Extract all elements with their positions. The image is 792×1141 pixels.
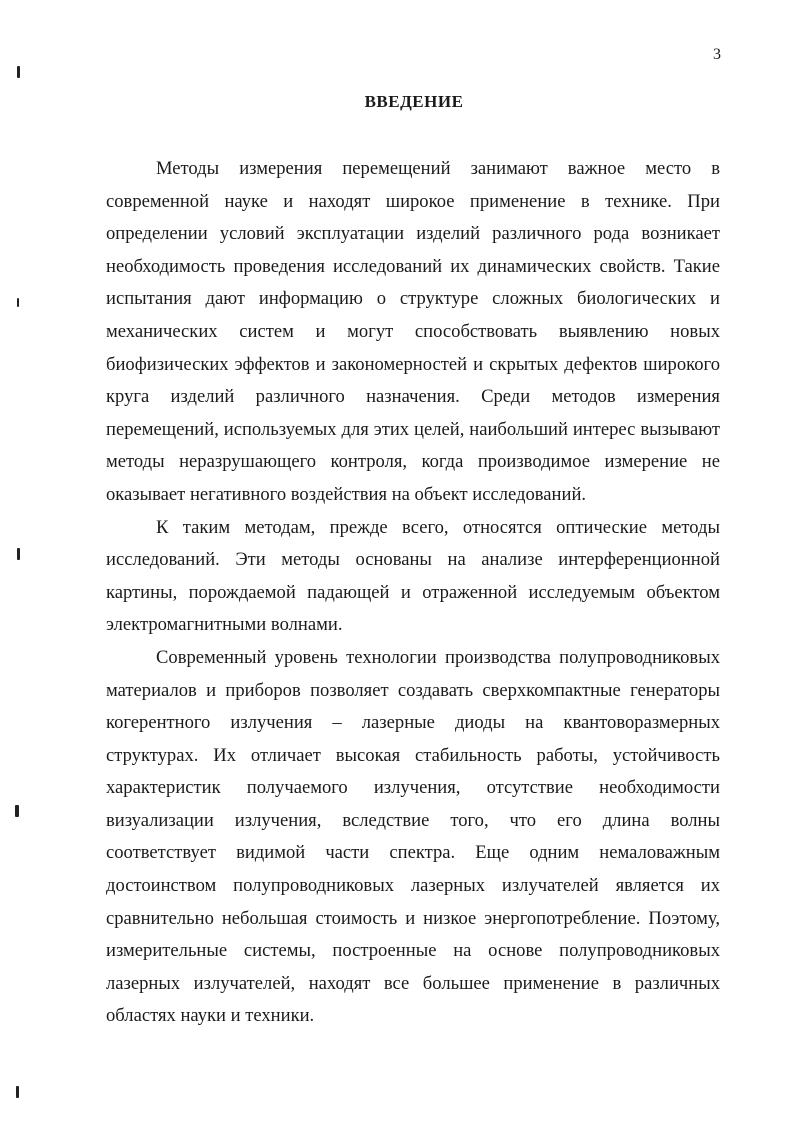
page-title: ВВЕДЕНИЕ (364, 92, 464, 111)
paragraph-1: Методы измерения перемещений занимают важное место в современной науке и находят широкое применение в технике. При определении условий эксплуатации изделий различного рода возникает необходимость проведения исследований их динамических свойств. Такие испытания дают информацию о структуре сложных биологических и механических систем и могут способствовать выявлению новых биофизических эффектов и закономерностей и скрытых дефектов широкого круга изделий различного назначения. Среди методов измерения перемещений, используемых для этих целей, наибольший интерес вызывают методы неразрушающего контроля, когда производимое измерение не оказывает негативного воздействия на объект исследований. (106, 158, 720, 505)
paragraph-3: Современный уровень технологии производства полупроводниковых материалов и приборов позволяет создавать сверхкомпактные генераторы когерентного излучения – лазерные диоды на квантоворазмерных структурах. Их отличает высокая стабильность работы, устойчивость характеристик получаемого излучения, отсутствие необходимости визуализации излучения, вследствие того, что его длина волны соответствует видимой части спектра. Еще одним немаловажным достоинством полупроводниковых лазерных излучателей является их сравнительно небольшая стоимость и низкое энергопотребление. Поэтому, измерительные системы, построенные на основе полупроводниковых лазерных излучателей, находят все большее применение в различных областях науки и техники. (106, 646, 720, 1027)
scan-speck (17, 548, 20, 560)
paragraph-2: К таким методам, прежде всего, относятся оптические методы исследований. Эти методы основаны на анализе интерференционной картины, порождаемой падающей и отраженной исследуемым объектом электромагнитными волнами. (106, 516, 720, 636)
scan-speck (17, 66, 20, 78)
page-number: 3 (713, 46, 721, 63)
document-body (106, 153, 720, 1033)
scan-speck (15, 805, 19, 817)
scan-speck (16, 1086, 19, 1098)
scan-speck (17, 298, 19, 307)
